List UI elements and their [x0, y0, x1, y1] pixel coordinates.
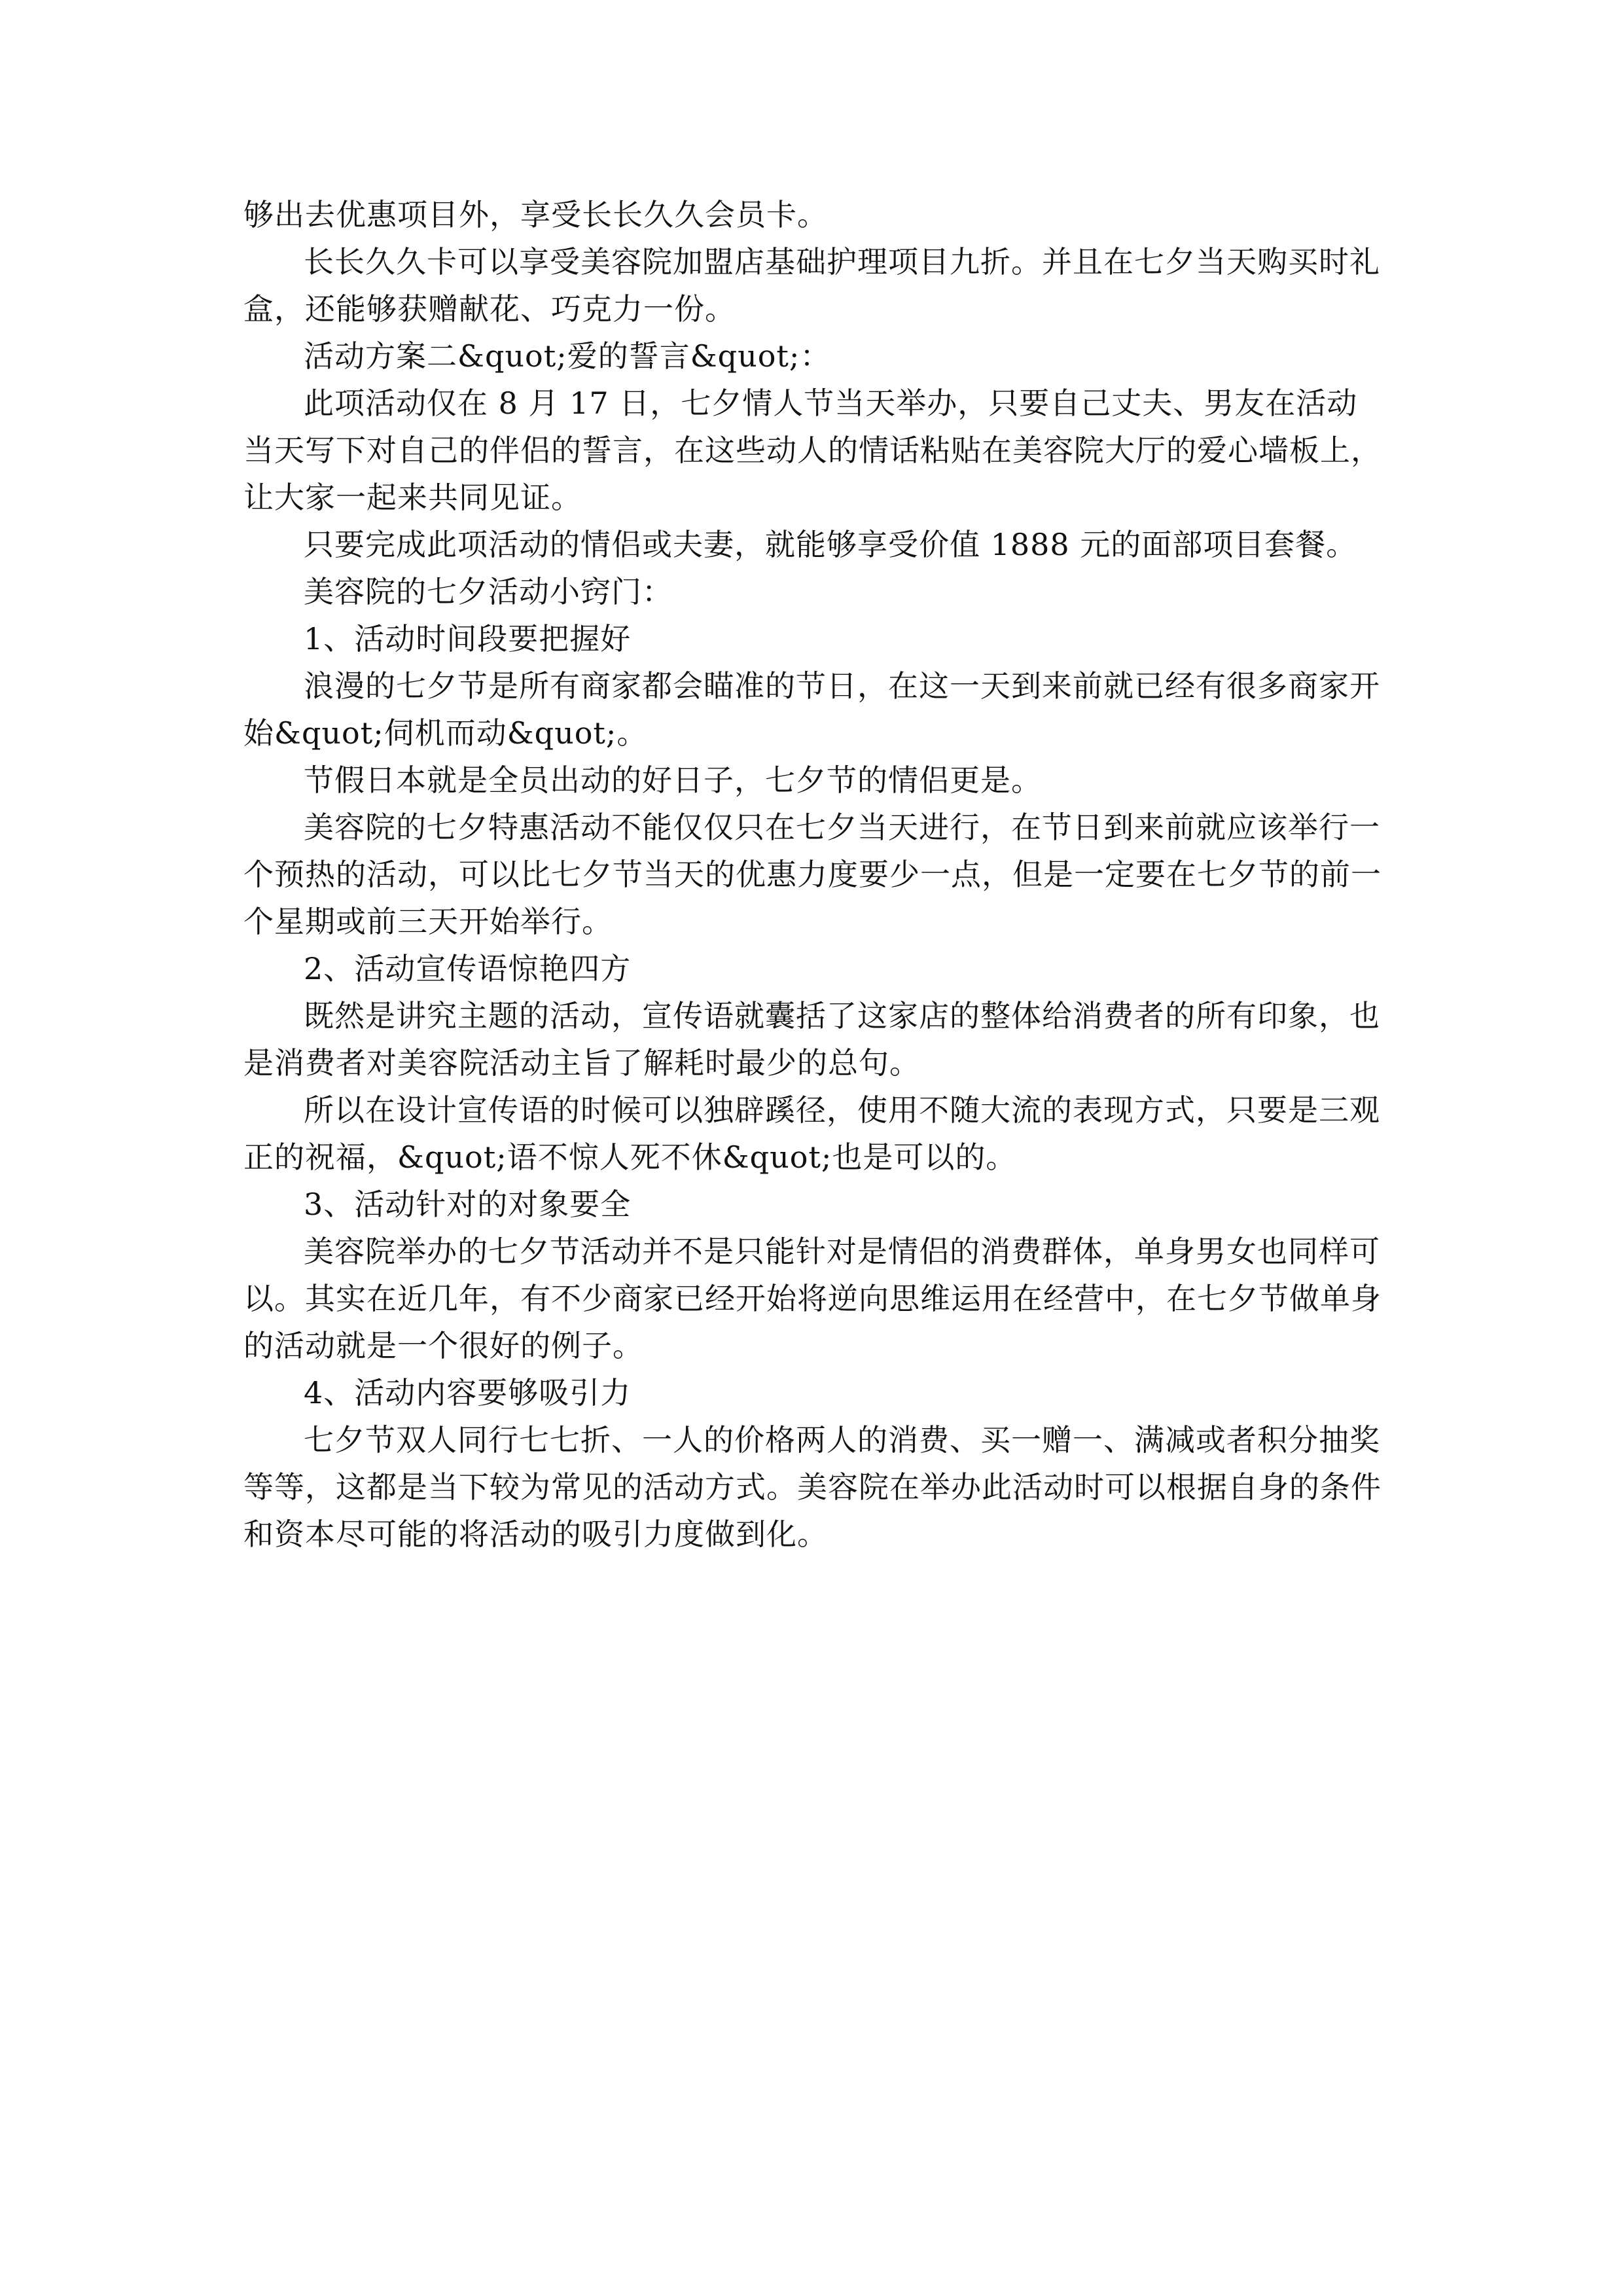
- section-heading-2: 2、活动宣传语惊艳四方: [304, 951, 632, 986]
- paragraph-3: 活动方案二&quot;爱的誓言&quot;：: [304, 338, 831, 374]
- paragraph-17: 七夕节双人同行七七折、一人的价格两人的消费、买一赠一、满减或者积分抽奖等等，这都是当下较为常见的活动方式。美容院在举办此活动时可以根据自身的条件和资本尽可能的将活动的吸引力度做到化。: [243, 1422, 1382, 1552]
- paragraph-8: 浪漫的七夕节是所有商家都会瞄准的节日，在这一天到来前就已经有很多商家开始&quot;伺机而动&quot;。: [243, 668, 1380, 751]
- paragraph-4: 此项活动仅在 8 月 17 日，七夕情人节当天举办，只要自己丈夫、男友在活动当天写下对自己的伴侣的誓言，在这些动人的情话粘贴在美容院大厅的爱心墙板上，让大家一起来共同见证。: [243, 386, 1382, 515]
- section-heading-4: 4、活动内容要够吸引力: [304, 1375, 632, 1410]
- paragraph-1: 够出去优惠项目外，享受长长久久会员卡。: [243, 197, 828, 232]
- paragraph-12: 既然是讲究主题的活动，宣传语就囊括了这家店的整体给消费者的所有印象，也是消费者对美容院活动主旨了解耗时最少的总句。: [243, 998, 1380, 1081]
- paragraph-10: 美容院的七夕特惠活动不能仅仅只在七夕当天进行，在节日到来前就应该举行一个预热的活动，可以比七夕节当天的优惠力度要少一点，但是一定要在七夕节的前一个星期或前三天开始举行。: [243, 810, 1382, 939]
- section-heading-3: 3、活动针对的对象要全: [304, 1187, 632, 1222]
- paragraph-15: 美容院举办的七夕节活动并不是只能针对是情侣的消费群体，单身男女也同样可以。其实在近几年，有不少商家已经开始将逆向思维运用在经营中，在七夕节做单身的活动就是一个很好的例子。: [243, 1234, 1382, 1363]
- document-body: [243, 191, 1382, 1558]
- paragraph-2: 长长久久卡可以享受美容院加盟店基础护理项目九折。并且在七夕当天购买时礼盒，还能够获赠献花、巧克力一份。: [243, 244, 1380, 327]
- paragraph-9: 节假日本就是全员出动的好日子，七夕节的情侣更是。: [304, 762, 1042, 798]
- section-heading-1: 1、活动时间段要把握好: [304, 621, 632, 656]
- paragraph-5: 只要完成此项活动的情侣或夫妻，就能够享受价值 1888 元的面部项目套餐。: [304, 527, 1357, 562]
- paragraph-6: 美容院的七夕活动小窍门：: [304, 574, 673, 609]
- paragraph-13: 所以在设计宣传语的时候可以独辟蹊径，使用不随大流的表现方式，只要是三观正的祝福，&quot;语不惊人死不休&quot;也是可以的。: [243, 1092, 1380, 1175]
